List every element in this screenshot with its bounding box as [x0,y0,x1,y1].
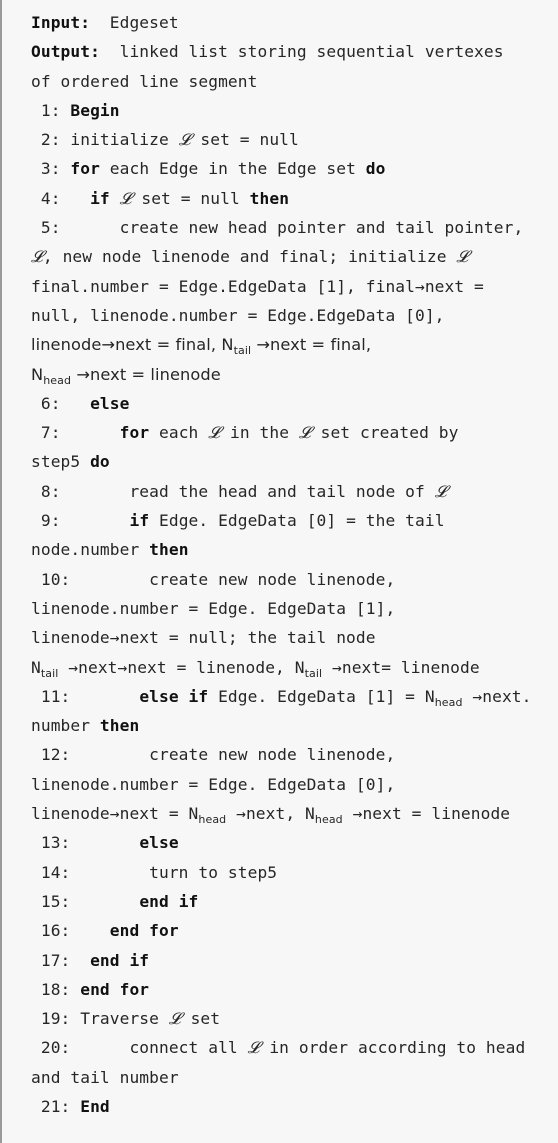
subscript: head [314,813,343,827]
text-segment: set = null [131,188,250,208]
keyword: do [365,159,386,179]
keyword: end if [90,950,150,970]
algorithm-line [31,37,558,66]
text-segment: 8: read the head and tail node of [31,481,435,501]
algorithm-line [31,711,558,740]
text-segment: 1: [31,100,71,120]
algorithm-line [31,242,558,271]
text-segment: step5 [31,452,91,472]
text-segment [110,189,120,208]
text-segment: node.number [31,540,150,560]
text-segment: 7: [31,423,120,443]
text-segment: →next = final, [251,335,372,355]
keyword: do [90,452,110,472]
algorithm-line [31,67,558,96]
text-segment: 10: create new node linenode, [31,569,396,589]
text-segment: →next = linenode [71,364,221,384]
text-segment: Edge. EdgeData [1] = N [208,686,435,706]
text-segment: 21: [31,1096,81,1116]
text-segment: 15: [31,891,140,911]
text-segment: linked list storing sequential vertexes [99,42,504,62]
math-symbol: 𝓛 [247,1038,260,1058]
algorithm-line [31,96,558,125]
text-segment: N [31,364,44,384]
algorithm-line [31,154,558,183]
text-segment: 11: [31,686,140,706]
subscript: head [198,813,227,827]
text-segment: each [149,423,209,443]
text-segment: number [31,716,100,736]
subscript: head [43,373,72,387]
text-segment: of ordered line segment [31,71,258,91]
text-segment: each Edge in the Edge set [99,159,366,179]
algorithm-line [31,682,558,711]
text-segment: , new node linenode and final; initialize [42,247,457,267]
algorithm-line [31,8,558,37]
text-segment: →next = linenode [342,804,511,824]
subscript: tail [40,666,59,680]
algorithm-line [31,301,558,330]
algorithm-line [31,799,558,828]
text-segment: 16: [31,921,110,941]
text-segment: in the [220,423,299,443]
math-symbol: 𝓛 [434,481,447,501]
math-symbol: 𝓛 [298,423,311,443]
text-segment: →next= linenode [322,657,480,677]
text-segment: set created by [310,423,459,443]
subscript: head [434,695,463,709]
text-segment: linenode.number = Edge. EdgeData [1], [31,598,396,618]
math-symbol: 𝓛 [119,188,132,208]
text-segment: →next→next = linenode, N [58,657,305,677]
algorithm-line [31,477,558,506]
keyword: then [249,188,290,208]
math-symbol: 𝓛 [456,247,469,267]
keyword: end for [109,921,179,941]
math-symbol: 𝓛 [178,130,191,150]
algorithm-line [31,1092,558,1121]
algorithm-line [31,946,558,975]
algorithm-listing [31,8,558,1121]
text-segment: →next. [462,686,532,706]
text-segment: null, linenode.number = Edge.EdgeData [0], [31,305,445,325]
keyword: for [70,159,100,179]
keyword: Begin [70,100,120,120]
text-segment: and tail number [31,1067,179,1087]
math-symbol: 𝓛 [208,423,221,443]
keyword: for [119,423,150,443]
keyword: else [139,833,179,853]
text-segment: 17: [31,950,91,970]
text-segment: 14: turn to step5 [31,862,278,882]
text-segment: N [31,657,41,677]
text-segment: Edge. EdgeData [0] = the tail [149,511,445,531]
keyword: then [149,540,189,560]
keyword: Input: [31,13,91,32]
algorithm-line [31,975,558,1004]
text-segment: linenode→next = N [31,804,199,824]
algorithm-line [31,1033,558,1062]
algorithm-line [31,447,558,476]
text-segment: 5: create new head pointer and tail pointer, [31,218,524,238]
text-segment: 9: [31,511,130,531]
math-symbol: 𝓛 [168,1009,181,1029]
keyword: End [80,1096,110,1116]
text-segment: set = null [190,130,299,150]
algorithm-line [31,389,558,418]
algorithm-line [31,828,558,857]
keyword: else [90,393,130,413]
algorithm-line [31,1063,558,1092]
algorithm-line [31,535,558,564]
algorithm-line [31,770,558,799]
text-segment: →next, N [226,804,315,824]
text-segment: linenode→next = null; the tail node [31,628,376,648]
algorithm-line [31,184,558,213]
algorithm-line [31,887,558,916]
algorithm-line [31,858,558,887]
text-segment: final.number = Edge.EdgeData [1], final→next = [31,276,484,296]
text-segment: 19: Traverse [31,1009,169,1029]
keyword: end if [139,891,199,911]
keyword: else if [139,686,209,706]
algorithm-line [31,213,558,242]
text-segment: 12: create new node linenode, [31,745,396,765]
algorithm-line [31,565,558,594]
text-segment: set [180,1009,221,1029]
algorithm-line [31,330,558,359]
keyword: Output: [31,42,100,62]
math-symbol: 𝓛 [31,247,43,267]
subscript: tail [304,666,323,680]
text-segment: 13: [31,833,140,853]
algorithm-line [31,125,558,154]
text-segment: Edgeset [90,13,179,32]
algorithm-line [31,272,558,301]
text-segment: in order according to head [259,1038,526,1058]
keyword: if [90,188,110,208]
text-segment: 2: initialize [31,130,179,150]
text-segment: 18: [31,979,81,999]
keyword: then [99,716,140,736]
text-segment: 4: [31,188,91,208]
algorithm-line [31,418,558,447]
algorithm-line [31,506,558,535]
text-segment: 6: [31,393,91,413]
algorithm-line [31,740,558,769]
keyword: if [129,511,150,531]
algorithm-line [31,360,558,389]
algorithm-line [31,623,558,652]
subscript: tail [233,344,252,358]
keyword: end for [80,979,150,999]
algorithm-line [31,653,558,682]
text-segment: linenode→next = final, N [31,335,234,355]
algorithm-line [31,1004,558,1033]
algorithm-line [31,916,558,945]
text-segment: 20: connect all [31,1038,248,1058]
algorithm-line [31,594,558,623]
text-segment: 3: [31,159,71,179]
text-segment: linenode.number = Edge. EdgeData [0], [31,774,396,794]
